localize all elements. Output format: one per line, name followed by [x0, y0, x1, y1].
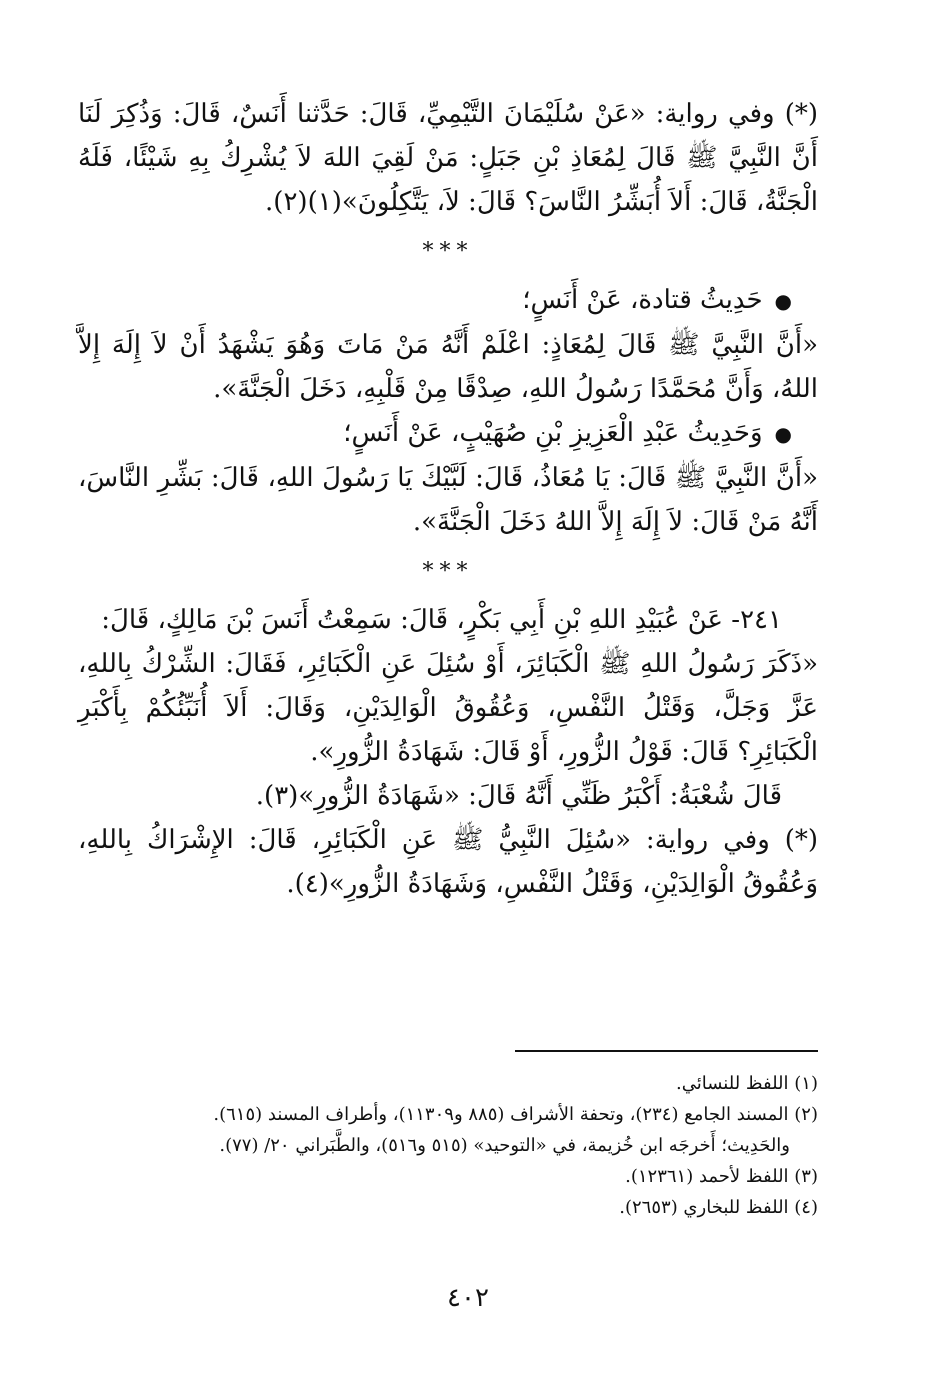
bullet-text: وَحَدِيثُ عَبْدِ الْعَزِيزِ بْنِ صُهَيْبٍ، عَنْ أَنَسٍ؛	[343, 418, 763, 448]
hadith-text: «ذَكَرَ رَسُولُ اللهِ ﷺ الْكَبَائِرَ، أَوْ سُئِلَ عَنِ الْكَبَائِرِ، فَقَالَ: الشِّرْكُ بِاللهِ، عَزَّ وَجَلَّ، وَقَتْلُ النَّفْسِ، وَعُقُوقُ الْوَالِدَيْنِ، وَقَالَ: أَلاَ أُنَبِّئُكُمْ بِأَكْبَرِ الْكَبَائِرِ؟ قَالَ: قَوْلُ الزُّورِ، أَوْ قَالَ: شَهَادَةُ الزُّورِ».	[78, 649, 818, 767]
hadith-isnad: ٢٤١- عَنْ عُبَيْدِ اللهِ بْنِ أَبِي بَكْرٍ، قَالَ: سَمِعْتُ أَنَسَ بْنَ مَالِكٍ، قَالَ:	[101, 605, 782, 635]
bullet-heading	[78, 411, 818, 456]
bullet-icon: ●	[774, 289, 792, 313]
narration-paragraph: (*) وفي رواية: «عَنْ سُلَيْمَانَ التَّيْمِيِّ، قَالَ: حَدَّثنا أَنَسٌ، قَالَ: وَذُكِرَ لَنَا أَنَّ النَّبِيَّ ﷺ قَالَ لِمُعَاذِ بْنِ جَبَلٍ: مَنْ لَقِيَ اللهَ لاَ يُشْرِكُ بِهِ شَيْئًا، فَلَهُ الْجَنَّةُ، قَالَ: أَلاَ أُبَشِّرُ النَّاسَ؟ قَالَ: لاَ، يَتَّكِلُونَ»(١)(٢).	[78, 99, 818, 217]
hadith-text: «أَنَّ النَّبِيَّ ﷺ قَالَ لِمُعَاذٍ: اعْلَمْ أَنَّهُ مَنْ مَاتَ وَهُوَ يَشْهَدُ أَنْ لاَ إِلَهَ إِلاَّ اللهُ، وَأَنَّ مُحَمَّدًا رَسُولُ اللهِ، صِدْقًا مِنْ قَلْبِهِ، دَخَلَ الْجَنَّةَ».	[78, 330, 818, 404]
section-separator: ***	[422, 559, 474, 584]
footnote-divider	[515, 1050, 818, 1052]
footnote-3: (٣) اللفظ لأحمد (١٢٣٦١).	[625, 1166, 818, 1187]
bullet-heading	[78, 278, 818, 323]
footnotes	[78, 1068, 818, 1223]
hadith-text: «أَنَّ النَّبِيَّ ﷺ قَالَ: يَا مُعَاذُ، قَالَ: لَبَّيْكَ يَا رَسُولَ اللهِ، قَالَ: بَشِّرِ النَّاسَ، أَنَّهُ مَنْ قَالَ: لاَ إِلَهَ إِلاَّ اللهُ دَخَلَ الْجَنَّةَ».	[78, 463, 818, 537]
page-body	[78, 92, 818, 906]
narrator-comment: قَالَ شُعْبَةُ: أَكْبَرُ ظَنِّي أَنَّهُ قَالَ: «شَهَادَةُ الزُّورِ»(٣).	[255, 781, 782, 811]
footnote-1: (١) اللفظ للنسائي.	[676, 1073, 818, 1094]
bullet-icon: ●	[774, 422, 792, 446]
page-number: ٤٠٢	[447, 1283, 489, 1313]
bullet-text: حَدِيثُ قتادة، عَنْ أَنَسٍ؛	[522, 285, 763, 315]
section-separator: ***	[422, 239, 474, 264]
footnote-2-continued: والحَدِيث؛ أَخرجَه ابن خُزيمة، في «التوحيد» (٥١٥ و٥١٦)، والطَّبَراني ٢٠/ (٧٧).	[219, 1135, 790, 1156]
narration-paragraph: (*) وفي رواية: «سُئِلَ النَّبِيُّ ﷺ عَنِ الْكَبَائِرِ، قَالَ: الإِشْرَاكُ بِاللهِ، وَعُقُوقُ الْوَالِدَيْنِ، وَقَتْلُ النَّفْسِ، وَشَهَادَةُ الزُّورِ»(٤).	[78, 825, 818, 899]
footnote-2: (٢) المسند الجامع (٢٣٤)، وتحفة الأشراف (٨٨٥ و١١٣٠٩)، وأطراف المسند (٦١٥).	[213, 1104, 818, 1125]
footnote-4: (٤) اللفظ للبخاري (٢٦٥٣).	[619, 1197, 818, 1218]
